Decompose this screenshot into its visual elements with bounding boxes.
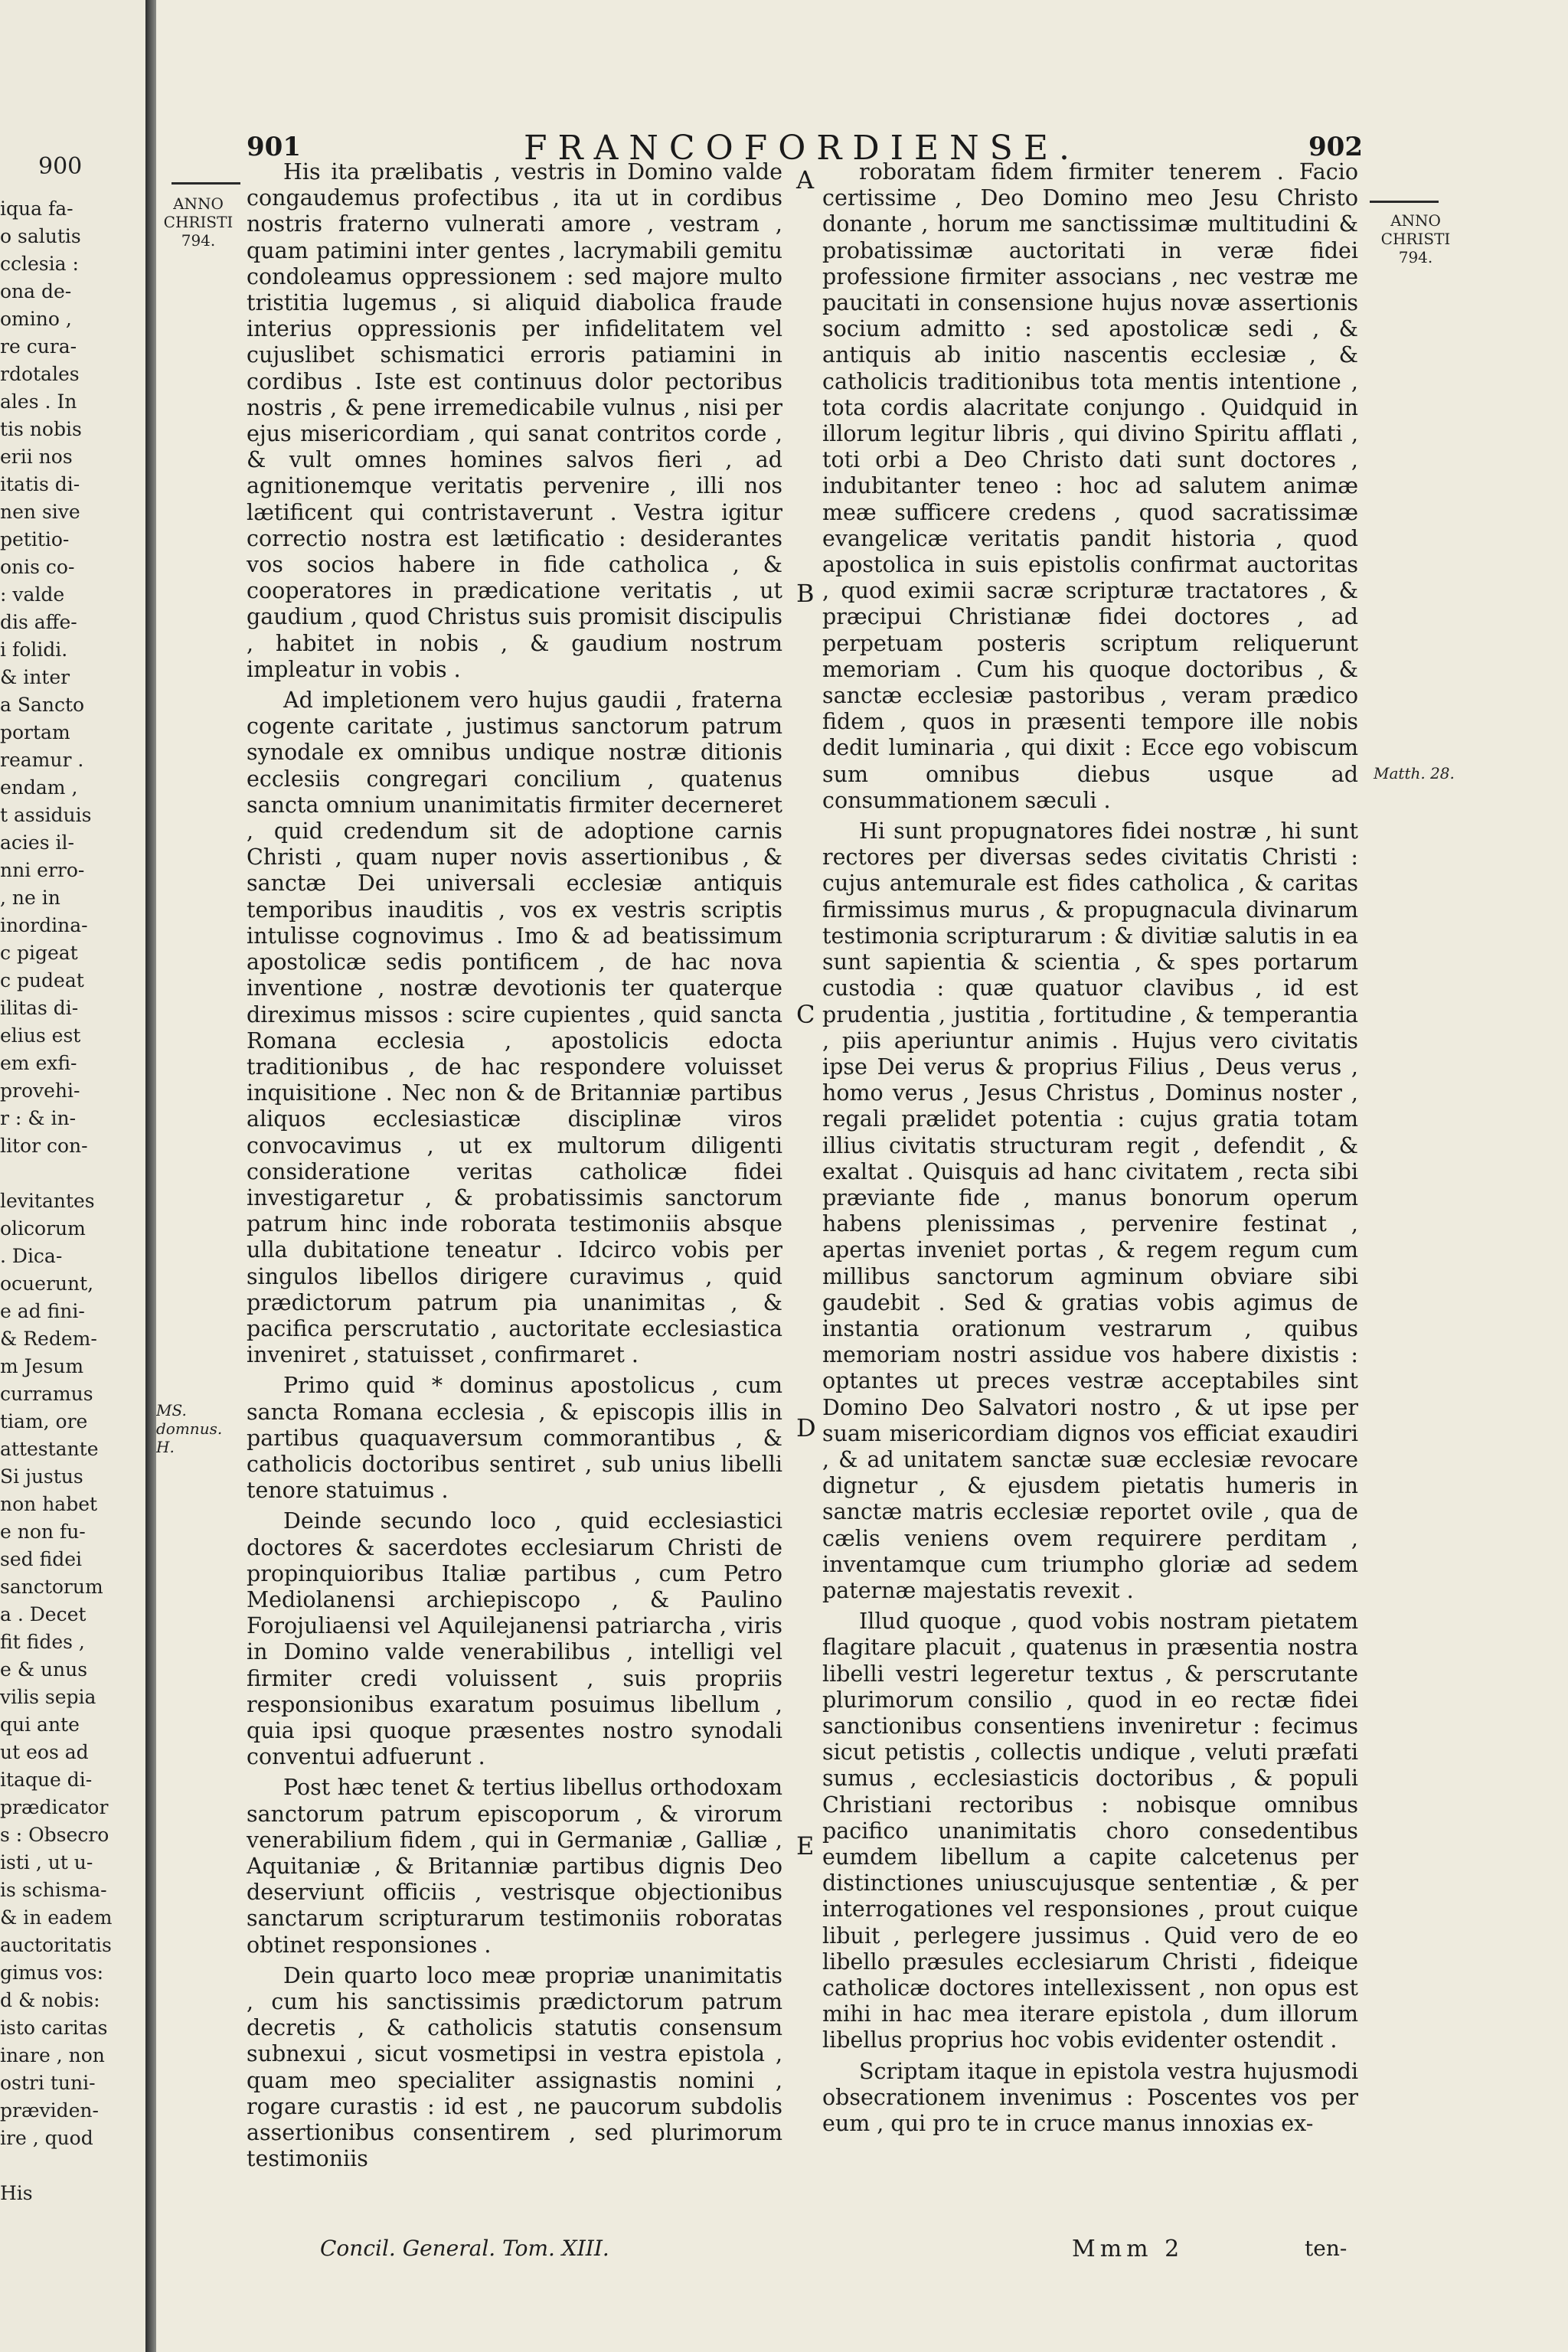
section-letter-d: D (796, 1413, 816, 1442)
previous-page-line: sanctorum (0, 1576, 103, 1598)
previous-page-number: 900 (38, 153, 83, 180)
previous-page-line: prædicator (0, 1796, 109, 1818)
left-text-column (247, 159, 782, 2177)
previous-page-line: nni erro- (0, 859, 85, 881)
signature-line: Concil. General. Tom. XIII. (320, 2236, 609, 2261)
previous-page-line: isti , ut u- (0, 1851, 93, 1873)
previous-page-edge (0, 0, 147, 2352)
previous-page-text (0, 195, 145, 2207)
right-page-number: 902 (1308, 132, 1363, 162)
book-gutter (145, 0, 156, 2352)
paragraph: Deinde secundo loco , quid ecclesiastici doctores & sacerdotes ecclesiarum Christi de propinquioribus Italiæ partibus , cum Petro Mediolanensi archiepiscopo , & Paulino Forojuliaensi vel Aquilejanensi patriarcha , viris in Domino valde venerabilibus , intelligi vel firmiter credi voluissent , suis propriis responsionibus exaratum posuimus libellum , quia ipsi quoque præsentes nostro synodali conventui adfuerunt . (247, 1508, 782, 1770)
previous-page-line: cclesia : (0, 253, 79, 275)
previous-page-line: provehi- (0, 1080, 80, 1102)
previous-page-line: d & nobis: (0, 1989, 100, 2011)
previous-page-line: iqua fa- (0, 198, 74, 220)
previous-page-line: petitio- (0, 528, 70, 550)
previous-page-line: reamur . (0, 749, 84, 771)
previous-page-line: , ne in (0, 887, 60, 909)
section-letter-c: C (796, 1000, 815, 1029)
previous-page-line: ut eos ad (0, 1741, 89, 1763)
paragraph: Hi sunt propugnatores fidei nostræ , hi sunt rectores per diversas sedes civitatis Christi : cujus antemurale est fides catholica , & caritas firmissimus murus , & propugnacula divinarum testimonia scripturarum : & divitiæ salutis in ea sunt sapientia & scientia , & spes portarum custodia : quæ quatuor clavibus , id est prudentia , justitia , fortitudine , & temperantia , piis aperiuntur animis . Hujus vero civitatis ipse Dei verus & proprius Filius , Deus verus , homo verus , Jesus Christus , Dominus noster , regali prælidet potentia : cujus gratia totam illius civitatis structuram regit , defendit , & exaltat . Quisquis ad hanc civitatem , recta sibi præviante fide , manus bonorum operum habens plenissimas , pervenire festinat , apertas inveniet portas , & regem regum cum millibus sanctorum agminum obviare sibi gaudebit . Sed & gratias vobis agimus de instantia orationum vestrarum , quibus memoriam nostri assidue vos habere dixistis : optantes ut preces vestræ acceptabiles sint Domino Deo Salvatori nostro , & ut ipse per suam misericordiam dignos vos efficiat exaudiri , & ad unitatem sanctæ suæ ecclesiæ revocare dignetur , & ejusdem pietatis humeris in sanctæ matris ecclesiæ reportet ovile , qua de cælis veniens ovem requirere perditam , inventamque cum triumpho gloriæ ad sedem paternæ majestatis revexit . (822, 818, 1358, 1603)
previous-page-line: s : Obsecro (0, 1824, 109, 1846)
previous-page-line: & Redem- (0, 1328, 97, 1350)
previous-page-line: is schisma- (0, 1879, 107, 1901)
previous-page-line: Si justus (0, 1465, 83, 1488)
previous-page-line: em exfi- (0, 1052, 77, 1074)
previous-page-line: præviden- (0, 2099, 99, 2122)
paragraph: Post hæc tenet & tertius libellus orthodoxam sanctorum patrum episcoporum , & virorum venerabilium fidem , qui in Germaniæ , Galliæ , Aquitaniæ , & Britanniæ partibus dignis Deo deserviunt officiis , vestrisque objectionibus sanctarum scripturarum testimoniis roboratas obtinet responsiones . (247, 1775, 782, 1958)
margin-year-right: ANNO CHRISTI 794. (1380, 211, 1451, 266)
previous-page-line: m Jesum (0, 1355, 84, 1377)
previous-page-line: c pigeat (0, 942, 78, 964)
previous-page-line: qui ante (0, 1713, 80, 1736)
paragraph: Primo quid * dominus apostolicus , cum sancta Romana ecclesia , & episcopis illis in partibus quaquaversum commorantibus , & catholicis doctoribus sentiret , sub unius libelli tenore statuimus . (247, 1373, 782, 1504)
previous-page-line (0, 2152, 145, 2180)
previous-page-line: isto caritas (0, 2017, 108, 2039)
previous-page-line: olicorum (0, 1217, 86, 1240)
previous-page-line: fit fides , (0, 1631, 85, 1653)
previous-page-line: itatis di- (0, 473, 80, 495)
margin-rule-right (1370, 201, 1439, 203)
previous-page-line: ona de- (0, 280, 72, 302)
previous-page-line: portam (0, 721, 70, 743)
previous-page-line: c pudeat (0, 969, 84, 991)
previous-page-line: omino , (0, 308, 72, 330)
previous-page-line: e & unus (0, 1658, 88, 1681)
previous-page-line: ire , quod (0, 2127, 93, 2149)
previous-page-line: ilitas di- (0, 997, 79, 1019)
previous-page-line: e non fu- (0, 1521, 86, 1543)
left-page-number: 901 (247, 132, 301, 162)
margin-year-left: ANNO CHRISTI 794. (163, 194, 234, 250)
section-letter-a: A (796, 165, 815, 194)
paragraph: Illud quoque , quod vobis nostram pietatem flagitare placuit , quatenus in præsentia nostra libelli vestri legeretur textus , & perscrutante plurimorum consilio , quod in eo rectæ fidei sanctionibus consentiens inveniretur : fecimus sicut petistis , collectis undique , veluti præfati sumus , ecclesiasticis doctoribus , & populi Christiani rectoribus : nobisque omnibus pacifico unanimitatis choro consedentibus eumdem libellum a capite calcetenus per distinctiones uniuscujusque sententiæ , & per interrogationes vel responsiones , prout cuique libuit , perlegere jussimus . Quid vero de eo libello præsules ecclesiarum Christi , fideique catholicæ doctores intellexissent , non opus est mihi in hac mea iterare epistola , dum illorum libellus proprius hoc vobis evidenter ostendit . (822, 1609, 1358, 2053)
paragraph: Dein quarto loco meæ propriæ unanimitatis , cum his sanctissimis prædictorum patrum decretis , & catholicis statutis consensum subnexui , sicut vosmetipsi in vestra epistola , quam meo specialiter assignastis nomini , rogare curastis : id est , ne paucorum subdolis assertionibus consentirem , sed plurimorum testimoniis (247, 1962, 782, 2172)
previous-page-line: acies il- (0, 831, 74, 854)
previous-page-line: ocuerunt, (0, 1272, 94, 1295)
margin-rule-left (172, 182, 240, 185)
previous-page-line: & inter (0, 666, 70, 688)
previous-page-line: i folidi. (0, 639, 68, 661)
running-head: FRANCOFORDIENSE. (524, 129, 1080, 168)
previous-page-line: inare , non (0, 2044, 105, 2066)
previous-page-line (0, 1160, 145, 1187)
sheet-mark: Mmm 2 (1072, 2236, 1184, 2262)
previous-page-line: re cura- (0, 335, 77, 358)
previous-page-line: & in eadem (0, 1906, 113, 1929)
previous-page-line: e ad fini- (0, 1300, 85, 1322)
previous-page-line: rdotales (0, 363, 80, 385)
previous-page-line: curramus (0, 1383, 93, 1405)
previous-page-line: litor con- (0, 1135, 88, 1157)
previous-page-line: gimus vos: (0, 1962, 104, 1984)
previous-page-line: tis nobis (0, 418, 82, 440)
previous-page-line: inordina- (0, 914, 88, 936)
previous-page-line: auctoritatis (0, 1934, 112, 1956)
paragraph: Ad impletionem vero hujus gaudii , fraterna cogente caritate , justimus sanctorum patrum synodale ex omnibus undique nostræ ditionis ecclesiis congregari concilium , quatenus sancta omnium unanimitatis firmiter decerneret , quid credendum sit de adoptione carnis Christi , quam nuper novis assertionibus , & sanctæ Dei universali ecclesiæ antiquis temporibus inauditis , vos ex vestris scriptis intulisse cognovimus . Imo & ad beatissimum apostolicæ sedis pontificem , de hac nova inventione , nostræ devotionis ter quaterque direximus missos : scire cupientes , quid sancta Romana ecclesia , apostolicis edocta traditionibus , de hac respondere voluisset inquisitione . Nec non & de Britanniæ partibus aliquos ecclesiasticæ disciplinæ viros convocavimus , ut ex multorum diligenti consideratione veritas catholicæ fidei investigaretur , & probatissimis sanctorum patrum hinc inde roborata testimoniis absque ulla dubitatione teneatur . Idcirco vobis per singulos libellos dirigere curavimus , quid prædictorum patrum pia unanimitas , & pacifica perscrutatio , auctoritate ecclesiastica inveniret , statuisset , confirmaret . (247, 688, 782, 1368)
previous-page-line: tiam, ore (0, 1410, 88, 1432)
previous-page-line: ostri tuni- (0, 2072, 96, 2094)
previous-page-line: a Sancto (0, 694, 85, 716)
previous-page-line: r : & in- (0, 1107, 77, 1129)
previous-page-line: His (0, 2182, 33, 2204)
previous-page-line: t assiduis (0, 804, 92, 826)
previous-page-line: non habet (0, 1493, 98, 1515)
paragraph: roboratam fidem firmiter tenerem . Facio certissime , Deo Domino meo Jesu Christo donante , horum me sanctissimæ multitudini & probatissimæ auctoritati in veræ fidei professione firmiter associans , nec vestræ me paucitati in consensione hujus novæ assertionis socium admitto : sed apostolicæ sedi , & antiquis ab initio nascentis ecclesiæ , & catholicis traditionibus tota mentis intentione , tota cordis alacritate conjungo . Quidquid in illorum legitur libris , qui divino Spiritu afflati , toti orbi a Deo Christo dati sunt doctores , indubitanter teneo : hoc ad salutem animæ meæ sufficere credens , quod sacratissimæ evangelicæ veritatis pandit historia , quod apostolica in suis epistolis confirmat auctoritas , quod eximii sacræ scripturæ tractatores , & præcipui Christianæ fidei doctores , ad perpetuam posteris scriptum reliquerunt memoriam . Cum his quoque doctoribus , & sanctæ ecclesiæ pastoribus , veram prædico fidem , quos in præsenti tempore ille nobis dedit luminaria , qui dixit : Ecce ego vobiscum sum omnibus diebus usque ad consummationem sæculi . (822, 159, 1358, 813)
previous-page-line: attestante (0, 1438, 99, 1460)
previous-page-line: a . Decet (0, 1603, 87, 1625)
previous-page-line: : valde (0, 583, 65, 606)
previous-page-line: sed fidei (0, 1548, 83, 1570)
previous-page-line: nen sive (0, 501, 80, 523)
paragraph: Scriptam itaque in epistola vestra hujusmodi obsecrationem invenimus : Poscentes vos per eum , qui pro te in cruce manus innoxias ex- (822, 2058, 1358, 2137)
right-text-column (822, 159, 1358, 2141)
margin-note-ms: MS. domnus. H. (156, 1401, 223, 1456)
previous-page-line: elius est (0, 1024, 81, 1047)
paragraph: His ita prælibatis , vestris in Domino valde congaudemus profectibus , ita ut in cordibus nostris fraterno vulnerati amore , vestram , quam patimini inter gentes , lacrymabili gemitu condoleamus oppressionem : sed majore multo tristitia lugemus , si aliquid diabolica fraude interius oppressionis per infidelitatem vel cujuslibet schismatici erroris patiamini in cordibus . Iste est continuus dolor pectoribus nostris , & pene irremedicabile vulnus , nisi per ejus misericordiam , qui sanat contritos corde , & vult omnes homines salvos fieri , ad agnitionemque veritatis pervenire , illi nos lætificent qui contristaverunt . Vestra igitur correctio nostra est lætificatio : desiderantes vos socios habere in fide catholica , & cooperatores in prædicatione veritatis , ut gaudium , quod Christus suis promisit discipulis , habitet in nobis , & gaudium nostrum impleatur in vobis . (247, 159, 782, 682)
previous-page-line: erii nos (0, 446, 73, 468)
previous-page-line: vilis sepia (0, 1686, 96, 1708)
previous-page-line: itaque di- (0, 1769, 93, 1791)
previous-page-line: endam , (0, 776, 78, 799)
section-letter-e: E (796, 1831, 815, 1860)
section-letter-b: B (796, 579, 815, 608)
previous-page-line: o salutis (0, 225, 81, 247)
previous-page-line: dis affe- (0, 611, 77, 633)
previous-page-line: onis co- (0, 556, 75, 578)
previous-page-line: ales . In (0, 390, 77, 413)
previous-page-line: levitantes (0, 1190, 95, 1212)
catchword: ten- (1305, 2236, 1348, 2261)
previous-page-line: . Dica- (0, 1245, 63, 1267)
margin-note-matthew: Matth. 28. (1374, 764, 1455, 782)
book-page (156, 0, 1568, 2352)
